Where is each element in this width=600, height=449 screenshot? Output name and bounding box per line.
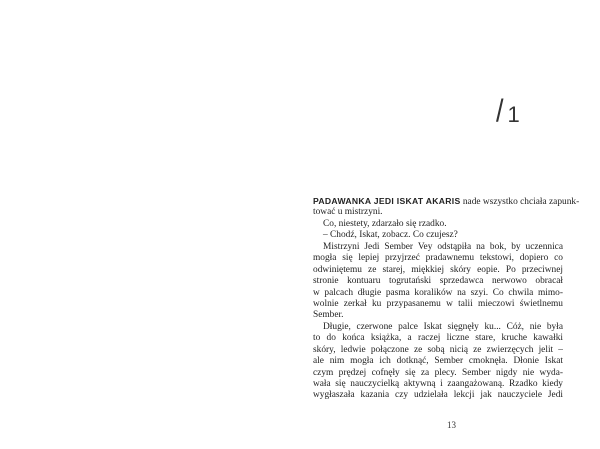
text-line: – Chodź, Iskat, zobacz. Co czujesz? [323,230,458,241]
text-line: odwiniętemu ze starej, miękkiej skóry eopie. Po przeciwnej [313,264,563,275]
text-line: tować u mistrzyni. [313,207,383,218]
text-line: PADAWANKA JEDI ISKAT AKARIS nade wszystko chciała zapunk- [313,196,580,207]
text-line: skóry, ledwie połączone ze sobą nicią ze zwierzęcych jelit – [313,344,563,355]
text-line: Co, niestety, zdarzało się rzadko. [323,218,447,229]
body-text [313,196,580,402]
text-line: to do końca książka, a raczej liczne stare, kruche kawałki [313,333,563,344]
chapter-number: 1 [507,102,521,127]
text-line: wała się nauczycielką aktywną i zaangażowaną. Rzadko kiedy [313,379,563,389]
text-line: Mistrzyni Jedi Sember Vey odstąpiła na bok, by uczennica [323,241,563,252]
lead-in: PADAWANKA JEDI ISKAT AKARIS [313,196,461,206]
text-line: czym prędzej cofnęły się za plecy. Sember nigdy nie wyda- [313,367,563,378]
chapter-slash: / [496,93,505,129]
text-line: w palcach długie pasma koralików na szyi. Co chwila mimo- [313,287,563,298]
text-line: ale nim mogła ich dotknąć, Sember cmoknęła. Dłonie Iskat [313,356,563,367]
text-line: wygłaszała kazania czy udzielała lekcji jak nauczyciele Jedi [313,390,563,401]
text-line: mogła się lepiej przyjrzeć pradawnemu tekstowi, dopiero co [313,253,563,264]
text-line: Sember. [313,310,344,321]
text-line: stronie kontuaru togrutański sprzedawca nerwowo obracał [313,276,563,287]
page-number: 13 [447,420,456,430]
text-line: wolnie zerkał ku przypasanemu w talii mieczowi świetlnemu [313,298,563,309]
text-line: Długie, czerwone palce Iskat sięgnęły ku... Cóż, nie była [323,321,563,332]
chapter-heading [496,93,521,129]
